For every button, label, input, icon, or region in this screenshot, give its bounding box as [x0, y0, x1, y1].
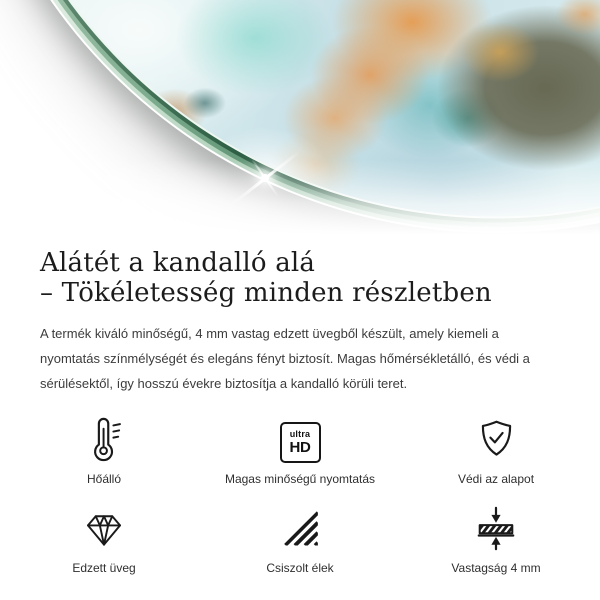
- product-info-section: [0, 248, 600, 575]
- feature-print-quality: [202, 415, 398, 486]
- title-line-2: – Tökéletesség minden részletben: [40, 278, 492, 309]
- diamond-icon: [81, 504, 127, 552]
- feature-label: Edzett üveg: [72, 561, 136, 576]
- ultra-hd-badge-text-top: ultra: [289, 429, 311, 440]
- polished-edges-icon: [278, 504, 322, 552]
- thickness-arrows-icon: [473, 504, 519, 552]
- feature-label: Védi az alapot: [457, 472, 535, 487]
- hero-white-fade: [0, 160, 600, 238]
- title-line-1: Alátét a kandalló alá: [40, 248, 316, 278]
- feature-heat-resistant: [6, 415, 202, 486]
- hero-product-image: [0, 0, 600, 238]
- feature-label: Hőálló: [86, 472, 122, 487]
- features-grid: [6, 415, 594, 575]
- shield-check-icon: [474, 415, 519, 463]
- feature-label: Vastagság 4 mm: [451, 561, 541, 576]
- page-title: [40, 248, 560, 308]
- feature-thickness: [398, 504, 594, 575]
- ultra-hd-badge-text-bottom: HD: [289, 439, 311, 457]
- feature-label: Csiszolt élek: [266, 561, 334, 576]
- feature-base-protection: [398, 415, 594, 486]
- product-description: A termék kiváló minőségű, 4 mm vastag edzett üvegből készült, amely kiemeli a nyomtatás színmélységét és elegáns fényt biztosít. Magas hőmérsékletálló, és védi a sérülésektől, így hosszú évekre biztosítja a kandalló körüli teret.: [40, 326, 530, 392]
- ultra-hd-badge-icon: [280, 415, 321, 463]
- feature-tempered-glass: [6, 504, 202, 575]
- feature-polished-edges: [202, 504, 398, 575]
- thermometer-icon: [82, 415, 127, 463]
- feature-label: Magas minőségű nyomtatás: [224, 472, 376, 487]
